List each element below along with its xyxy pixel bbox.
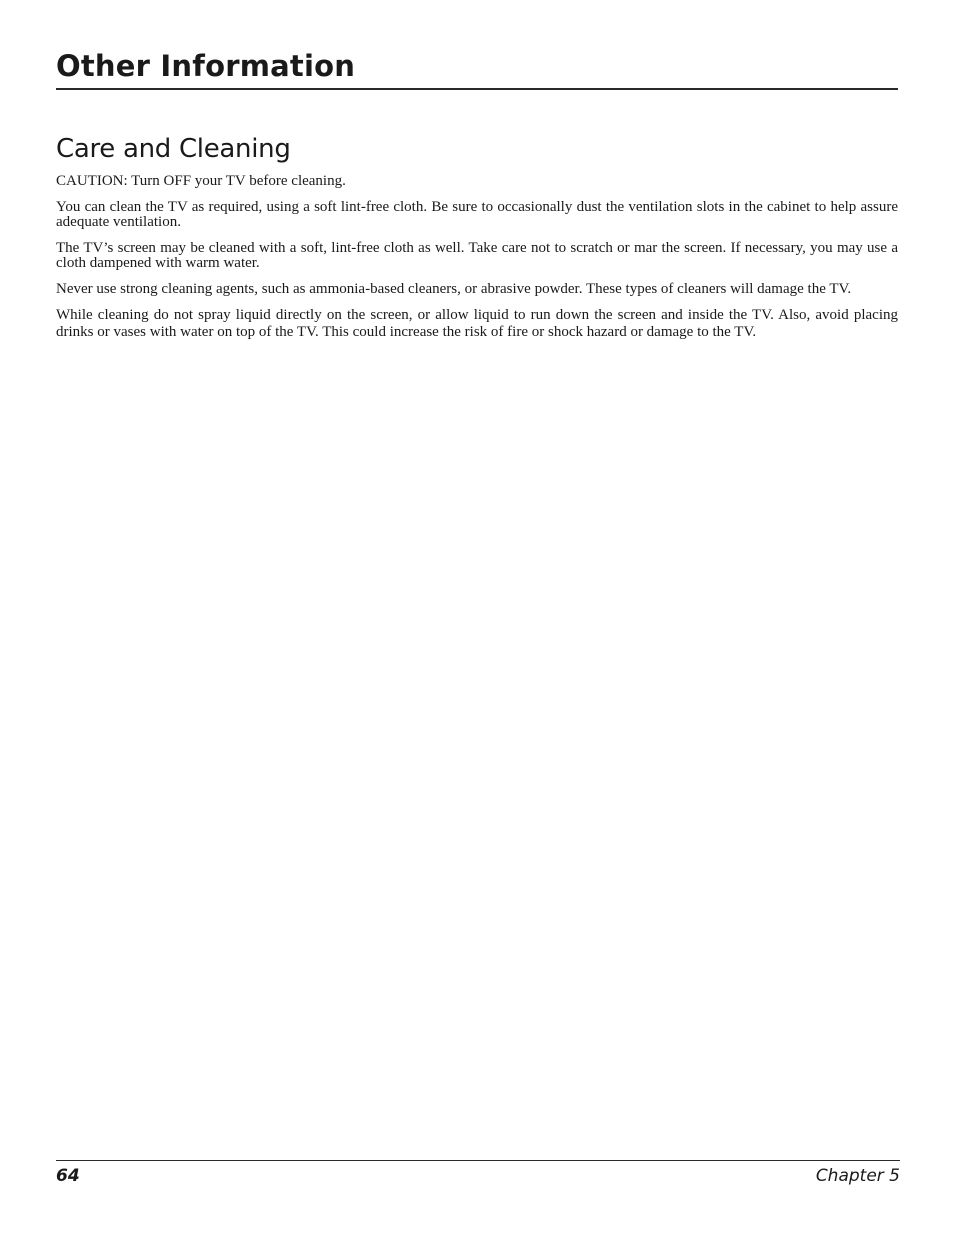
- footer-rule: [56, 1160, 900, 1161]
- cleaning-agents-paragraph: Never use strong cleaning agents, such as ammonia-based cleaners, or abrasive powder. These types of cleaners will damage the TV.: [56, 280, 852, 297]
- chapter-label: Chapter 5: [815, 1166, 900, 1186]
- caution-paragraph: CAUTION: Turn OFF your TV before cleaning.: [56, 173, 346, 189]
- liquid-warning-paragraph: While cleaning do not spray liquid directly on the screen, or allow liquid to run down the screen and inside the TV. Also, avoid placing drinks or vases with water on top of the TV. This could increase the risk of fire or shock hazard or damage to the TV.: [56, 307, 898, 340]
- header-rule: [56, 88, 898, 90]
- footer-row: [56, 1165, 900, 1187]
- page-header: [56, 48, 898, 90]
- screen-paragraph: The TV’s screen may be cleaned with a soft, lint-free cloth as well. Take care not to scratch or mar the screen. If necessary, you may use a cloth dampened with warm water.: [56, 239, 898, 271]
- section-title: Care and Cleaning: [56, 134, 291, 164]
- cleaning-paragraph: You can clean the TV as required, using a soft lint-free cloth. Be sure to occasionally dust the ventilation slots in the cabinet to help assure adequate ventilation.: [56, 198, 898, 230]
- care-and-cleaning-section: [56, 132, 898, 351]
- page-number: 64: [56, 1166, 80, 1186]
- header-title: Other Information: [56, 49, 356, 83]
- page-footer: [56, 1160, 900, 1187]
